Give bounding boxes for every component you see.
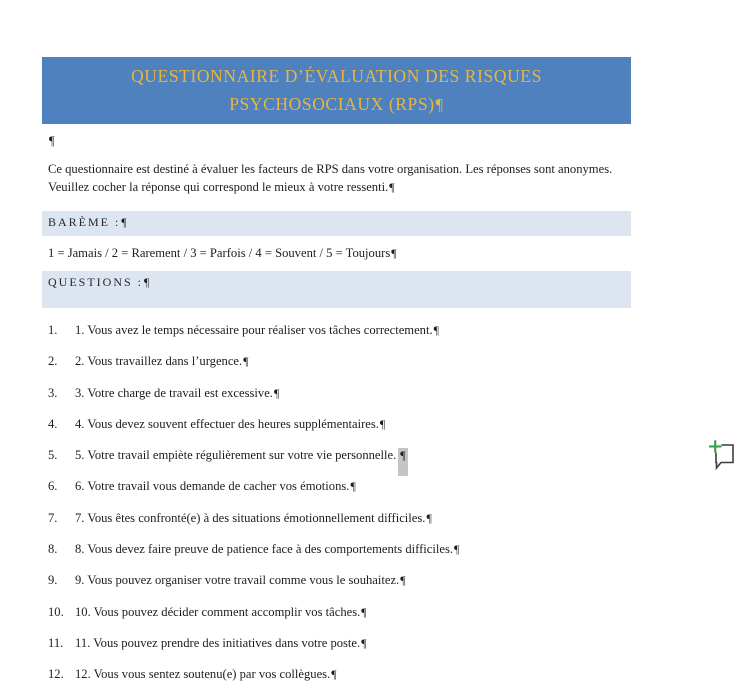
list-item[interactable] [48, 353, 631, 370]
item-number: 2. [48, 354, 58, 369]
pilcrow-mark: ¶ [454, 542, 460, 557]
list-item[interactable] [48, 416, 631, 433]
list-item[interactable] [48, 385, 631, 402]
section-label-bareme [42, 211, 631, 230]
list-item[interactable] [48, 666, 631, 683]
section-band-bareme[interactable] [42, 211, 631, 236]
item-text [75, 604, 367, 621]
pilcrow-mark: ¶ [435, 95, 444, 114]
list-item[interactable] [48, 322, 631, 339]
comment-bubble-icon [706, 436, 740, 474]
item-number: 12. [48, 667, 64, 682]
item-number: 6. [48, 479, 58, 494]
bareme-label-text: BARÈME : [48, 215, 121, 229]
empty-paragraph[interactable] [48, 132, 55, 150]
item-text [75, 447, 408, 464]
pilcrow-mark: ¶ [243, 354, 249, 369]
title-banner[interactable] [42, 57, 631, 124]
item-text-content: 11. Vous pouvez prendre des initiatives dans votre poste. [75, 635, 361, 650]
pilcrow-mark: ¶ [426, 510, 432, 525]
item-text-content: 6. Votre travail vous demande de cacher vos émotions. [75, 479, 350, 494]
pilcrow-mark: ¶ [350, 479, 356, 494]
intro-text: Ce questionnaire est destiné à évaluer les facteurs de RPS dans votre organisation. Les réponses sont anonymes. Veuillez cocher la réponse qui correspond le mieux à votre ressenti. [48, 162, 613, 194]
item-text [75, 541, 459, 558]
add-comment-icon[interactable] [706, 436, 740, 474]
item-text-content: 2. Vous travaillez dans l’urgence. [75, 354, 243, 369]
item-text [75, 510, 432, 527]
item-text [75, 478, 356, 495]
item-text [75, 666, 337, 683]
pilcrow-mark: ¶ [331, 667, 337, 682]
list-item[interactable] [48, 541, 631, 558]
item-text-content: 12. Vous vous sentez soutenu(e) par vos collègues. [75, 667, 331, 682]
item-number: 4. [48, 416, 58, 431]
item-number: 8. [48, 542, 58, 557]
item-text [75, 322, 439, 339]
list-item[interactable] [48, 478, 631, 495]
section-label-questions [42, 271, 631, 290]
item-text [75, 416, 385, 433]
pilcrow-mark: ¶ [389, 179, 395, 194]
item-text-content: 8. Vous devez faire preuve de patience face à des comportements difficiles. [75, 542, 454, 557]
item-text-content: 9. Vous pouvez organiser votre travail comme vous le souhaitez. [75, 573, 400, 588]
item-text [75, 353, 249, 370]
list-item-selected[interactable] [48, 447, 631, 464]
document-title [42, 62, 631, 119]
pilcrow-mark: ¶ [391, 246, 397, 260]
item-number: 10. [48, 604, 64, 619]
intro-paragraph[interactable] [48, 161, 628, 196]
questions-label-text: QUESTIONS : [48, 275, 144, 289]
scale-paragraph[interactable] [48, 245, 397, 262]
list-item[interactable] [48, 604, 631, 621]
list-item[interactable] [48, 635, 631, 652]
item-text-content: 10. Vous pouvez décider comment accomplir vos tâches. [75, 604, 361, 619]
scale-text: 1 = Jamais / 2 = Rarement / 3 = Parfois / 4 = Souvent / 5 = Toujours [48, 246, 391, 260]
pilcrow-mark: ¶ [273, 385, 280, 400]
document-title-text: QUESTIONNAIRE D’ÉVALUATION DES RISQUES PSYCHOSOCIAUX (RPS) [131, 66, 542, 114]
item-number: 7. [48, 510, 58, 525]
question-list [48, 322, 631, 698]
item-text-content: 1. Vous avez le temps nécessaire pour réaliser vos tâches correctement. [75, 323, 433, 337]
list-item[interactable] [48, 510, 631, 527]
pilcrow-mark: ¶ [379, 416, 386, 431]
item-text-content: 4. Vous devez souvent effectuer des heures supplémentaires. [75, 416, 379, 431]
pilcrow-mark: ¶ [144, 277, 150, 289]
list-item[interactable] [48, 572, 631, 589]
item-number: 11. [48, 635, 64, 650]
item-text-content: 7. Vous êtes confronté(e) à des situations émotionnellement difficiles. [75, 510, 426, 525]
item-number: 3. [48, 385, 58, 400]
pilcrow-mark: ¶ [121, 217, 127, 229]
item-text [75, 635, 367, 652]
pilcrow-mark: ¶ [361, 604, 367, 619]
pilcrow-mark: ¶ [400, 573, 406, 588]
item-text-content: 3. Votre charge de travail est excessive. [75, 385, 273, 400]
selected-pilcrow-mark[interactable]: ¶ [400, 448, 406, 463]
item-text [75, 385, 279, 402]
item-number: 5. [48, 448, 58, 463]
pilcrow-mark: ¶ [433, 323, 440, 337]
pilcrow-mark: ¶ [361, 635, 367, 650]
item-number: 1. [48, 323, 58, 337]
item-text [75, 572, 406, 589]
item-text-content: 5. Votre travail empiète régulièrement sur votre vie personnelle. [75, 448, 397, 463]
item-number: 9. [48, 573, 58, 588]
section-band-questions[interactable] [42, 271, 631, 308]
pilcrow-mark: ¶ [49, 134, 55, 148]
